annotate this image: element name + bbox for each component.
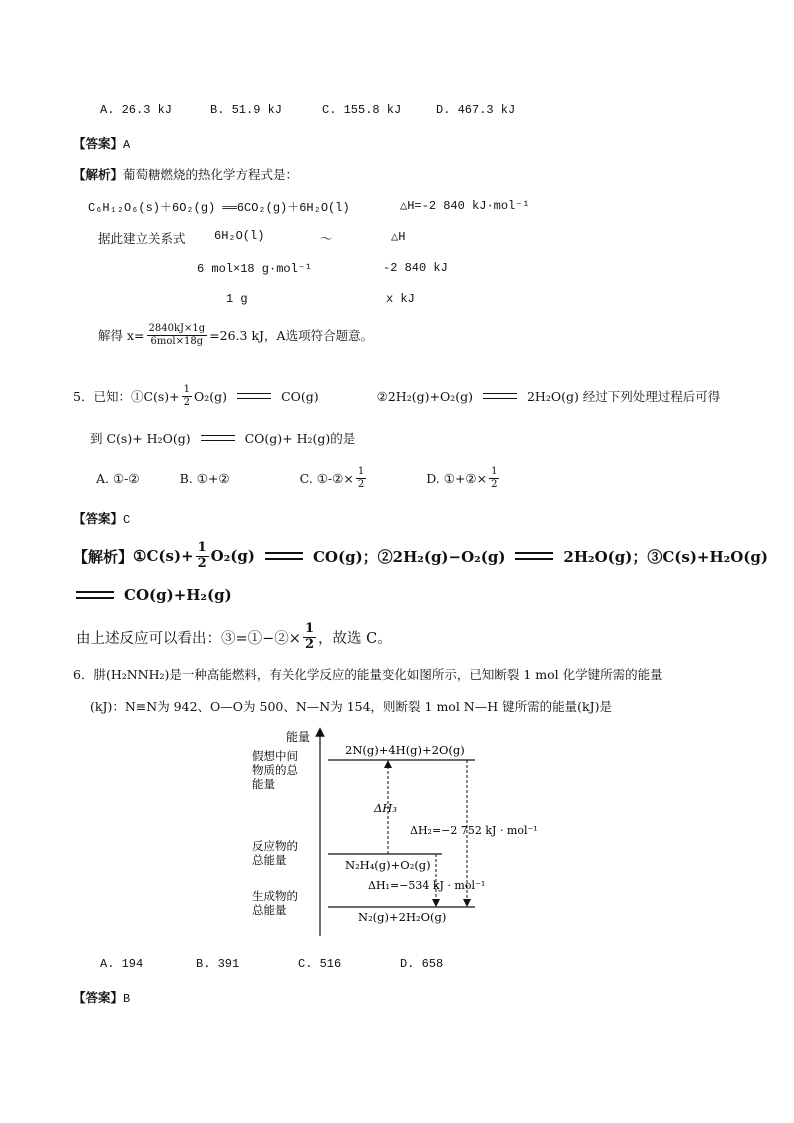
q6-option-a: A. 194: [100, 957, 144, 971]
q5-option-a: A. ①-②: [96, 470, 140, 486]
q4-option-a: A. 26.3 kJ: [100, 103, 173, 117]
q6-stem-line1: 6．肼(H₂NNH₂)是一种高能燃料，有关化学反应的能量变化如图所示，已知断裂 1 mol 化学键所需的能量: [73, 667, 663, 682]
q5-conclusion: 由上述反应可以看出：③=①−②× $\frac{1}{2}$ ，故选 C。: [76, 621, 392, 652]
q4-row2-col2: -2 840 kJ: [383, 261, 448, 275]
bot-species: N₂(g)+2H₂O(g): [358, 910, 447, 924]
level-mid-label-2: 总能量: [252, 853, 287, 867]
level-top-label-2: 物质的总: [252, 763, 298, 777]
mid-species: N₂H₄(g)+O₂(g): [345, 858, 431, 872]
level-top-label-1: 假想中间: [252, 749, 298, 763]
q4-analysis-line: [73, 165, 298, 183]
answer-value: B: [123, 992, 131, 1006]
q4-relation-col1: 6H₂O(l): [214, 229, 265, 243]
analysis-tag: 【解析】: [73, 167, 124, 182]
axis-label: 能量: [286, 730, 311, 744]
q6-option-b: B. 391: [196, 957, 240, 971]
q4-row3-col1: 1 g: [226, 292, 248, 306]
answer-tag: 【答案】: [73, 136, 124, 151]
solution-fraction: $\frac{2840kJ\times 1g}{\text{6mol×18g}}$: [148, 323, 206, 347]
answer-value: C: [123, 513, 131, 527]
q5-stem-line1: 5．已知：①C(s)+ $\frac{1}{2}$ O₂(g) CO(g) ②2H₂(g)+O₂(g) 2H₂O(g) 经过下列处理过程后可得: [73, 384, 721, 408]
q6-answer-line: 【答案】B: [73, 990, 131, 1006]
q5-analysis-line1: 【解析】 ①C(s)+ $\frac{1}{2}$ O₂(g) CO(g)；②2H₂(g)−O₂(g) 2H₂O(g)；③C(s)+H₂O(g): [73, 540, 768, 571]
q5-options: A. ①-② B. ①+② C. ①-②× $\frac{1}{2}$ D. ①+②× $\frac{1}{2}$: [96, 466, 498, 490]
q4-relation-tilde: ～: [320, 231, 333, 246]
equation-arrow: [483, 393, 517, 399]
equation-arrow: [237, 393, 271, 399]
level-bot-label-1: 生成物的: [252, 889, 298, 903]
q6-option-d: D. 658: [400, 957, 444, 971]
q4-delta-h: △H=-2 840 kJ·mol⁻¹: [400, 199, 530, 213]
q5-option-b: B. ①+②: [179, 470, 230, 486]
q4-option-d: D. 467.3 kJ: [436, 103, 516, 117]
q4-row2-col1: 6 mol×18 g·mol⁻¹: [197, 262, 313, 276]
q4-relation-col2: △H: [391, 230, 406, 244]
q4-option-c: C. 155.8 kJ: [322, 103, 402, 117]
equation-arrow: [515, 552, 553, 560]
q4-answer-line: [73, 134, 130, 152]
equation-arrow: [76, 591, 114, 599]
q6-stem-line2: (kJ)：N≡N为 942、O—O为 500、N—N为 154，则断裂 1 mol N—H 键所需的能量(kJ)是: [90, 699, 612, 714]
analysis-intro: 葡萄糖燃烧的热化学方程式是：: [123, 167, 299, 182]
level-bot-label-2: 总能量: [252, 903, 287, 917]
dh2-label: ΔH₂=−2 752 kJ · mol⁻¹: [410, 824, 538, 837]
q5-option-c: C. ①-②×: [299, 470, 354, 486]
dh1-label: ΔH₁=−534 kJ · mol⁻¹: [368, 879, 486, 892]
level-top-label-3: 能量: [252, 777, 275, 791]
half-fraction: $\frac{1}{2}$: [183, 384, 191, 408]
answer-value: A: [123, 138, 131, 152]
q4-equation: C₆H₁₂O₆(s)＋6O₂(g) ══6CO₂(g)＋6H₂O(l): [88, 201, 350, 215]
q4-solution: 解得 x= $\frac{2840kJ\times 1g}{\text{6mol×18g}}$ =26.3 kJ，A选项符合题意。: [98, 323, 374, 347]
q6-option-c: C. 516: [298, 957, 342, 971]
q4-relation-label: 据此建立关系式: [98, 231, 186, 246]
q5-answer-line: 【答案】C: [73, 511, 131, 527]
energy-level-diagram: [250, 724, 550, 939]
top-species: 2N(g)+4H(g)+2O(g): [345, 743, 465, 757]
equation-arrow: [265, 552, 303, 560]
q4-row3-col2: x kJ: [386, 292, 415, 306]
q5-option-d: D. ①+②×: [426, 470, 488, 486]
level-mid-label-1: 反应物的: [252, 839, 298, 853]
q4-option-b: B. 51.9 kJ: [210, 103, 283, 117]
q5-analysis-line2: CO(g)+H₂(g): [76, 586, 232, 604]
equation-arrow: [201, 435, 235, 441]
q5-stem-line2: 到 C(s)+ H₂O(g) CO(g)+ H₂(g)的是: [90, 431, 356, 446]
dh3-label: ΔH₃: [374, 801, 397, 815]
